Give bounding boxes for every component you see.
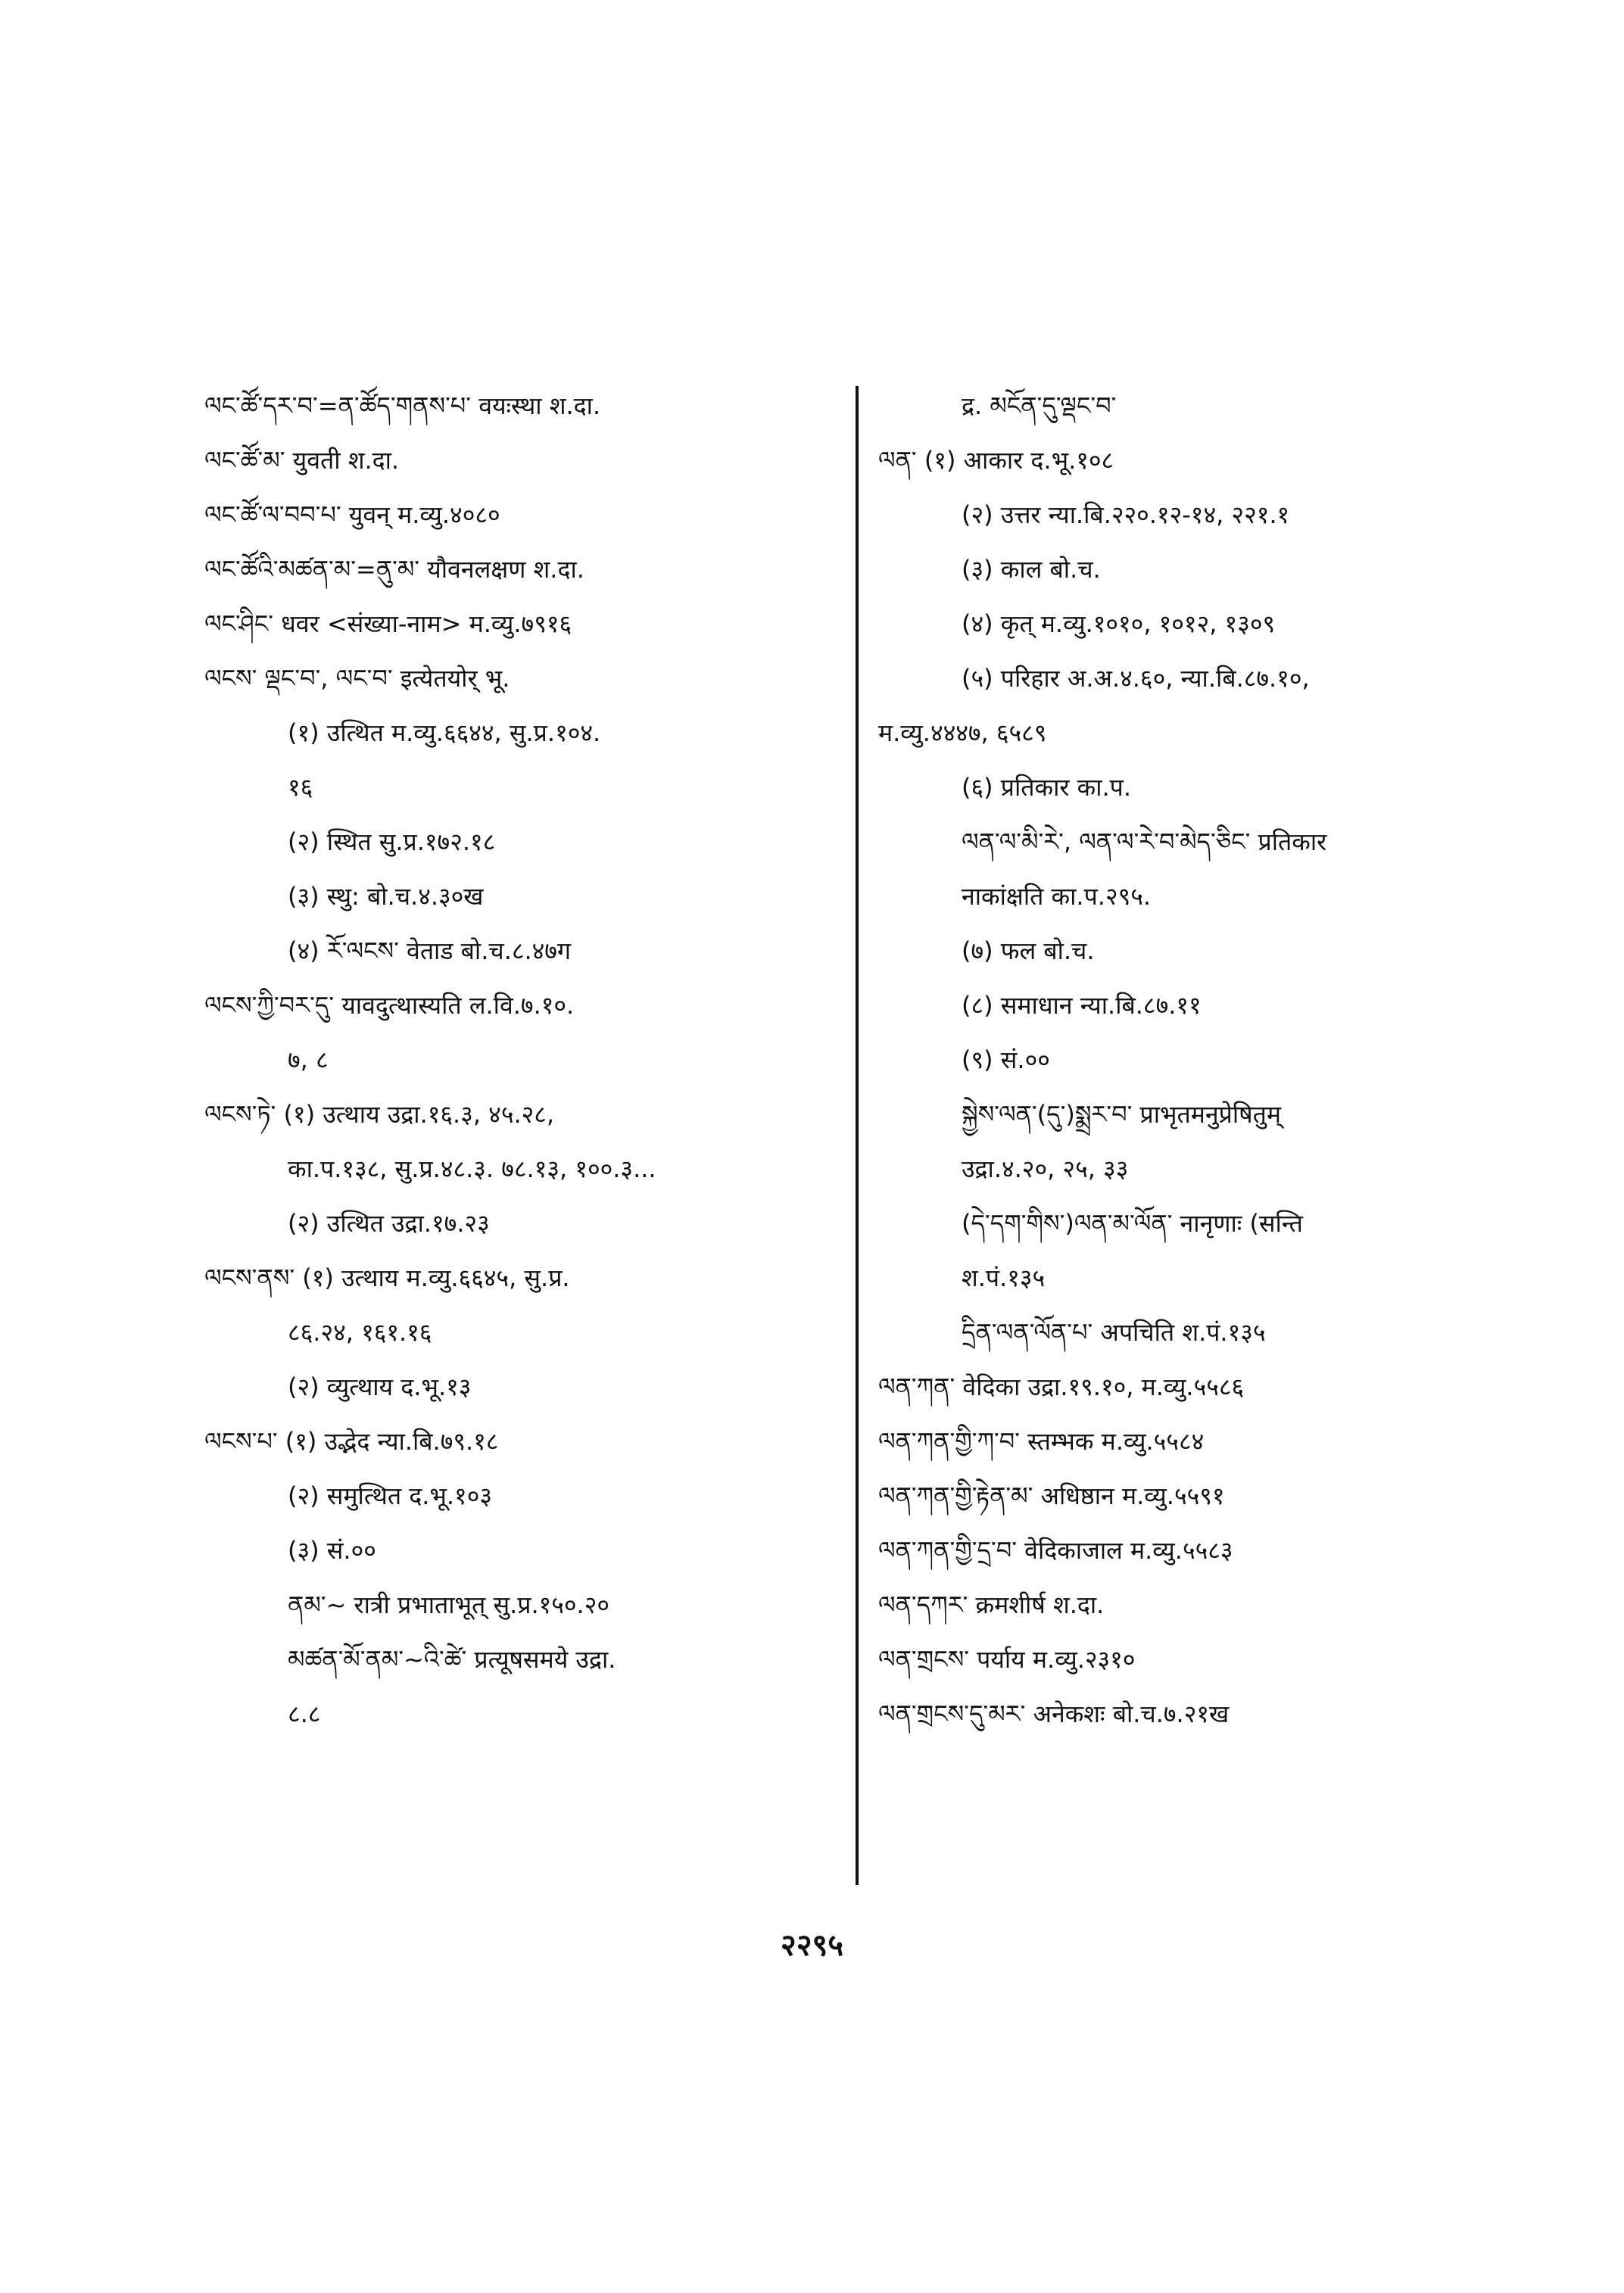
dictionary-entry-line: ལན་ལ་མི་རེ་, ལན་ལ་རེ་བ་མེད་ཅིང་ प्रतिकार bbox=[962, 827, 1327, 856]
dictionary-entry-line: ལན་གྲངས་དུ་མར་ अनेकशः बो.च.७.२१ख bbox=[878, 1699, 1230, 1728]
dictionary-entry-line: (४) རོ་ལངས་ वेताड बो.च.८.४७ग bbox=[288, 936, 571, 965]
dictionary-entry-line: ལན་གྲངས་ पर्याय म.व्यु.२३१० bbox=[878, 1645, 1136, 1674]
dictionary-entry-line: ལངས་ ལྡང་བ་, ལང་བ་ इत्येतयोर् भू. bbox=[204, 664, 510, 693]
dictionary-entry-line: ८६.२४, १६१.१६ bbox=[288, 1318, 432, 1347]
dictionary-entry-line: ལངས་ཀྱི་བར་དུ་ यावदुत्थास्यति ल.वि.७.१०. bbox=[204, 991, 575, 1020]
dictionary-entry-line: ལང་ཚོ་དར་བ་=ན་ཚོད་གནས་པ་ वयःस्था श.दा. bbox=[204, 391, 601, 420]
dictionary-entry-line: द्र. མངོན་དུ་ལྡང་བ་ bbox=[962, 391, 1117, 420]
dictionary-entry-line: (३) काल बो.च. bbox=[962, 555, 1101, 584]
dictionary-entry-line: ७, ८ bbox=[288, 1045, 329, 1074]
dictionary-entry-line: ལན་ཀན་ वेदिका उद्रा.१९.१०, म.व्यु.५५८६ bbox=[878, 1372, 1245, 1401]
dictionary-entry-line: उद्रा.४.२०, २५, ३३ bbox=[962, 1154, 1129, 1183]
dictionary-entry-line: དྲིན་ལན་ལོན་པ་ अपचिति श.पं.१३५ bbox=[962, 1318, 1266, 1347]
dictionary-entry-line: ལན་ཀན་གྱི་དྲ་བ་ वेदिकाजाल म.व्यु.५५८३ bbox=[878, 1536, 1233, 1565]
dictionary-entry-line: (७) फल बो.च. bbox=[962, 936, 1095, 965]
dictionary-entry-line: (४) कृत् म.व्यु.१०१०, १०१२, १३०९ bbox=[962, 609, 1276, 638]
dictionary-entry-line: श.पं.१३५ bbox=[962, 1263, 1046, 1292]
dictionary-entry-line: (६) प्रतिकार का.प. bbox=[962, 773, 1132, 802]
dictionary-entry-line: ལང་ཚོ་ལ་བབ་པ་ युवन् म.व्यु.४०८० bbox=[204, 500, 500, 529]
dictionary-entry-line: (२) व्युत्थाय द.भू.१३ bbox=[288, 1372, 472, 1401]
dictionary-entry-line: (५) परिहार अ.अ.४.६०, न्या.बि.८७.१०, bbox=[962, 664, 1310, 693]
left-column bbox=[204, 379, 840, 1741]
dictionary-entry-line: (१) उत्थित म.व्यु.६६४४, सु.प्र.१०४. bbox=[288, 718, 601, 747]
dictionary-entry-line: १६ bbox=[288, 773, 313, 802]
dictionary-entry-line: ལང་ཚོ་མ་ युवती श.दा. bbox=[204, 446, 400, 475]
dictionary-entry-line: (དེ་དག་གིས་)ལན་མ་ལོན་ नानृणाः (सन्ति bbox=[962, 1209, 1303, 1238]
dictionary-entry-line: (२) स्थित सु.प्र.१७२.१८ bbox=[288, 827, 496, 856]
dictionary-entry-line: ལངས་ནས་ (१) उत्थाय म.व्यु.६६४५, सु.प्र. bbox=[204, 1263, 570, 1292]
dictionary-entry-line: ནམ་~ रात्री प्रभाताभूत् सु.प्र.१५०.२० bbox=[288, 1590, 609, 1619]
dictionary-entry-line: ལངས་ཏེ་ (१) उत्थाय उद्रा.१६.३, ४५.२८, bbox=[204, 1100, 555, 1129]
dictionary-entry-line: (३) स्थु: बो.च.४.३०ख bbox=[288, 882, 484, 911]
dictionary-entry-line: ལན་ཀན་གྱི་ཀ་བ་ स्तम्भक म.व्यु.५५८४ bbox=[878, 1427, 1205, 1456]
dictionary-entry-line: का.प.१३८, सु.प्र.४८.३. ७८.१३, १००.३... bbox=[288, 1154, 656, 1183]
dictionary-entry-line: ལང་ཤིང་ धवर <संख्या-नाम> म.व्यु.७९१६ bbox=[204, 609, 572, 638]
dictionary-entry-line: म.व्यु.४४४७, ६५८९ bbox=[878, 718, 1047, 747]
dictionary-entry-line: (८) समाधान न्या.बि.८७.११ bbox=[962, 991, 1202, 1020]
page-number: २२९५ bbox=[780, 1928, 844, 1963]
dictionary-entry-line: (२) समुत्थित द.भू.१०३ bbox=[288, 1481, 492, 1510]
dictionary-entry-line: (९) सं.०० bbox=[962, 1045, 1050, 1074]
dictionary-entry-line: མཚན་མོ་ནམ་~འི་ཚེ་ प्रत्यूषसमये उद्रा. bbox=[288, 1645, 616, 1674]
dictionary-entry-line: नाकांक्षति का.प.२९५. bbox=[962, 882, 1152, 911]
dictionary-entry-line: (२) उत्तर न्या.बि.२२०.१२-१४, २२१.१ bbox=[962, 500, 1290, 529]
dictionary-entry-line: ८.८ bbox=[288, 1699, 321, 1728]
dictionary-entry-line: (३) सं.०० bbox=[288, 1536, 376, 1565]
dictionary-entry-line: ལན་དཀར་ क्रमशीर्ष श.दा. bbox=[878, 1590, 1105, 1619]
dictionary-entry-line: ལན་ཀན་གྱི་རྟེན་མ་ अधिष्ठान म.व्यु.५५९१ bbox=[878, 1481, 1225, 1510]
dictionary-entry-line: ལངས་པ་ (१) उद्भेद न्या.बि.७९.१८ bbox=[204, 1427, 499, 1456]
dictionary-entry-line: སྐྱེས་ལན་(དུ་)སྨྲར་བ་ प्राभृतमनुप्रेषितुम् bbox=[962, 1100, 1281, 1129]
column-divider bbox=[856, 386, 859, 1885]
dictionary-entry-line: (२) उत्थित उद्रा.१७.२३ bbox=[288, 1209, 490, 1238]
dictionary-entry-line: ལན་ (१) आकार द.भू.१०८ bbox=[878, 446, 1114, 475]
dictionary-entry-line: ལང་ཚོའི་མཚན་མ་=ནུ་མ་ यौवनलक्षण श.दा. bbox=[204, 555, 584, 584]
right-column bbox=[878, 379, 1476, 1741]
